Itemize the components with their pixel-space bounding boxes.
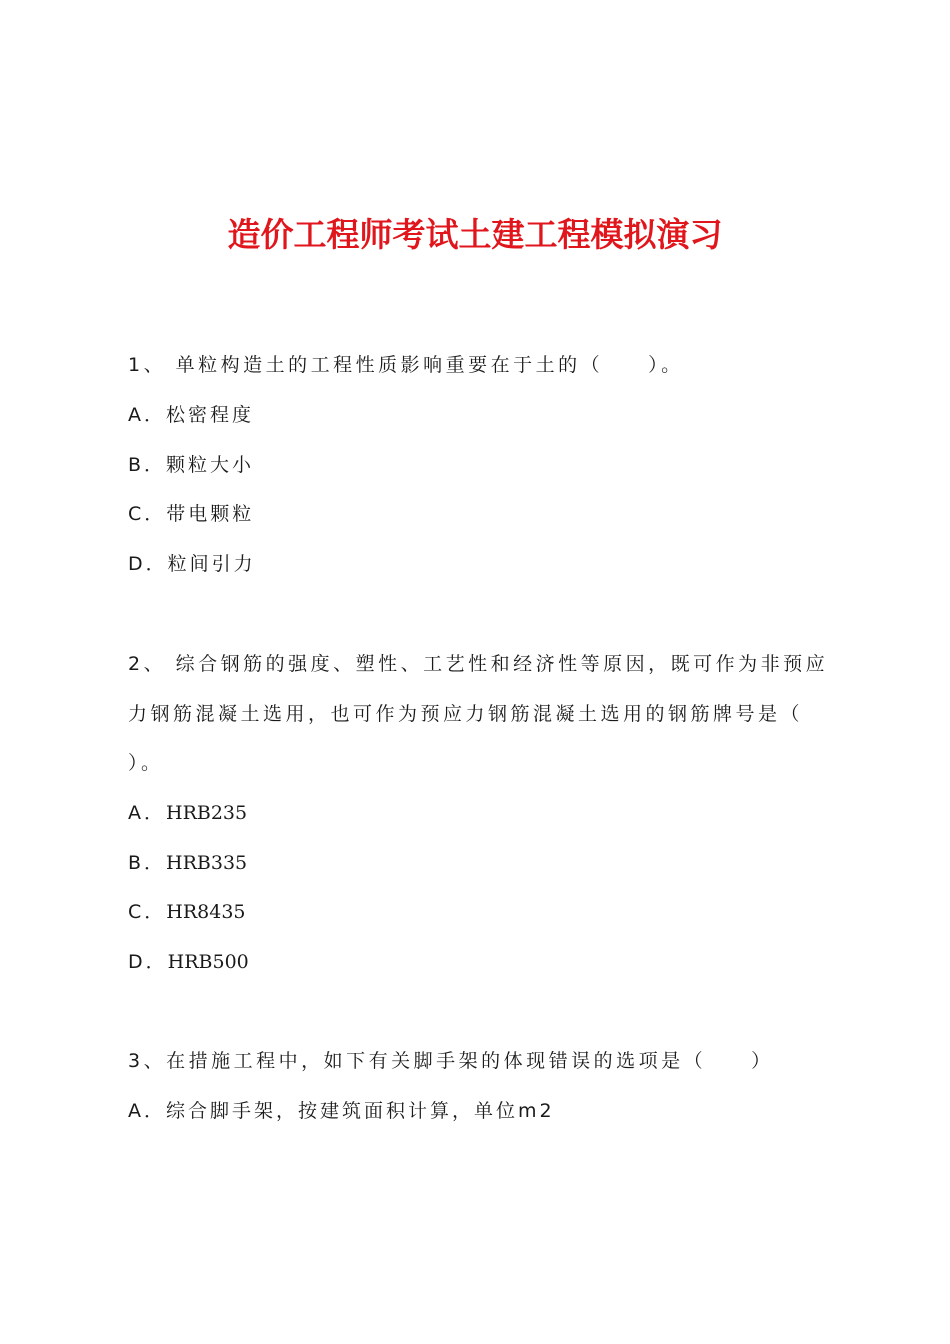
option-letter: C． (128, 901, 167, 923)
question-2-option-a (128, 799, 838, 827)
option-letter: B． (128, 454, 167, 476)
option-letter: D． (128, 951, 168, 973)
document-title: 造价工程师考试土建工程模拟演习 (227, 215, 723, 254)
question-1-option-d (128, 550, 838, 578)
option-text: HRB235 (166, 802, 248, 824)
option-text: 综合脚手架，按建筑面积计算，单位m2 (166, 1100, 555, 1122)
question-1-option-a (128, 401, 838, 429)
question-3-stem: 3、在措施工程中，如下有关脚手架的体现错误的选项是（ ） (128, 1050, 774, 1072)
option-text: HRB335 (166, 852, 248, 874)
option-letter: B． (128, 852, 167, 874)
option-letter: A． (128, 802, 166, 824)
question-2-stem-line-3: ）。 (128, 752, 164, 774)
question-2-option-c (128, 898, 838, 926)
option-letter: A． (128, 1100, 166, 1122)
question-2-option-d (128, 948, 838, 976)
question-1-stem: 1、 单粒构造土的工程性质影响重要在于土的（ ）。 (128, 354, 684, 376)
option-text: 粒间引力 (167, 553, 256, 575)
option-text: 松密程度 (166, 404, 255, 426)
question-2-stem-line-1: 2、 综合钢筋的强度、塑性、工艺性和经济性等原因，既可作为非预应 (128, 653, 829, 675)
question-3-option-a (128, 1097, 838, 1125)
question-1-option-c (128, 500, 838, 528)
question-2-option-b (128, 849, 838, 877)
option-text: 带电颗粒 (166, 503, 255, 525)
option-letter: A． (128, 404, 166, 426)
option-letter: C． (128, 503, 167, 525)
option-text: 颗粒大小 (166, 454, 255, 476)
question-1-option-b (128, 451, 838, 479)
option-text: HR8435 (166, 901, 246, 923)
option-text: HRB500 (167, 951, 249, 973)
option-letter: D． (128, 553, 168, 575)
question-2-stem-line-2: 力钢筋混凝土选用，也可作为预应力钢筋混凝土选用的钢筋牌号是（ (128, 703, 804, 725)
